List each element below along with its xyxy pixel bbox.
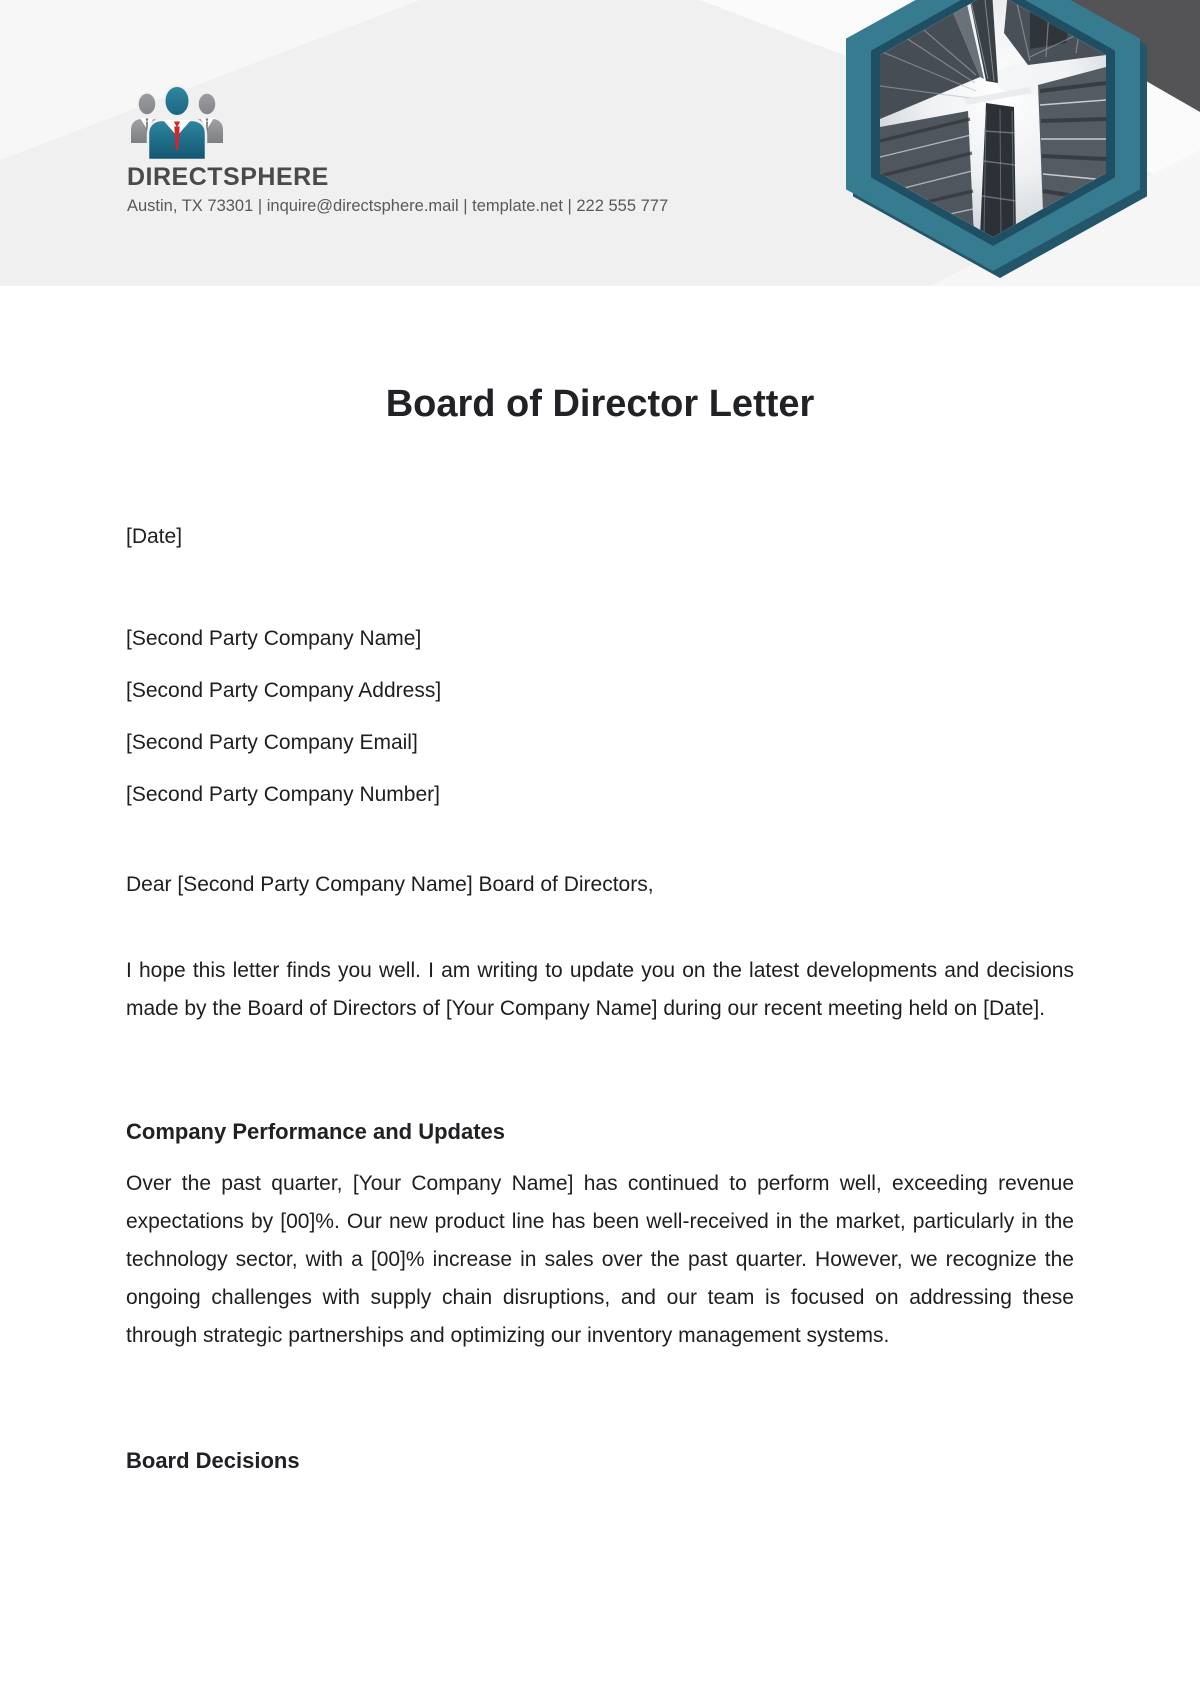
intro-paragraph: I hope this letter finds you well. I am writing to update you on the latest developments and decisions made by the Board of Directors of [Your Company Name] during our recent meeting held on [Date]. [126,959,1074,1020]
salutation: Dear [Second Party Company Name] Board of Directors, [126,873,654,896]
people-logo-icon [127,82,227,160]
section-paragraph-performance: Over the past quarter, [Your Company Name] has continued to perform well, exceeding revenue expectations by [00]%. Our new product line has been well-received in the market, particularly in the technology sector, with a [00]% increase in sales over the past quarter. However, we recognize the ongoing challenges with supply chain disruptions, and our team is focused on addressing these through strategic partnerships and optimizing our inventory management systems. [126,1172,1074,1347]
recipient-company-name: [Second Party Company Name] [126,627,422,650]
recipient-company-email: [Second Party Company Email] [126,731,418,754]
letterhead [0,0,1200,286]
brand-block [127,82,668,216]
recipient-company-address: [Second Party Company Address] [126,679,442,702]
letter-body [0,286,1200,1474]
hexagon-photo-badge [853,0,1147,278]
section-heading-performance: Company Performance and Updates [126,1119,505,1144]
section-heading-board-decisions: Board Decisions [126,1448,300,1473]
hexagon-frame [846,0,1140,271]
company-contact-line: Austin, TX 73301 | inquire@directsphere.mail | template.net | 222 555 777 [127,197,669,215]
recipient-company-number: [Second Party Company Number] [126,783,440,806]
letter-title: Board of Director Letter [385,383,815,425]
company-name: DIRECTSPHERE [127,163,329,191]
date-placeholder: [Date] [126,525,183,548]
